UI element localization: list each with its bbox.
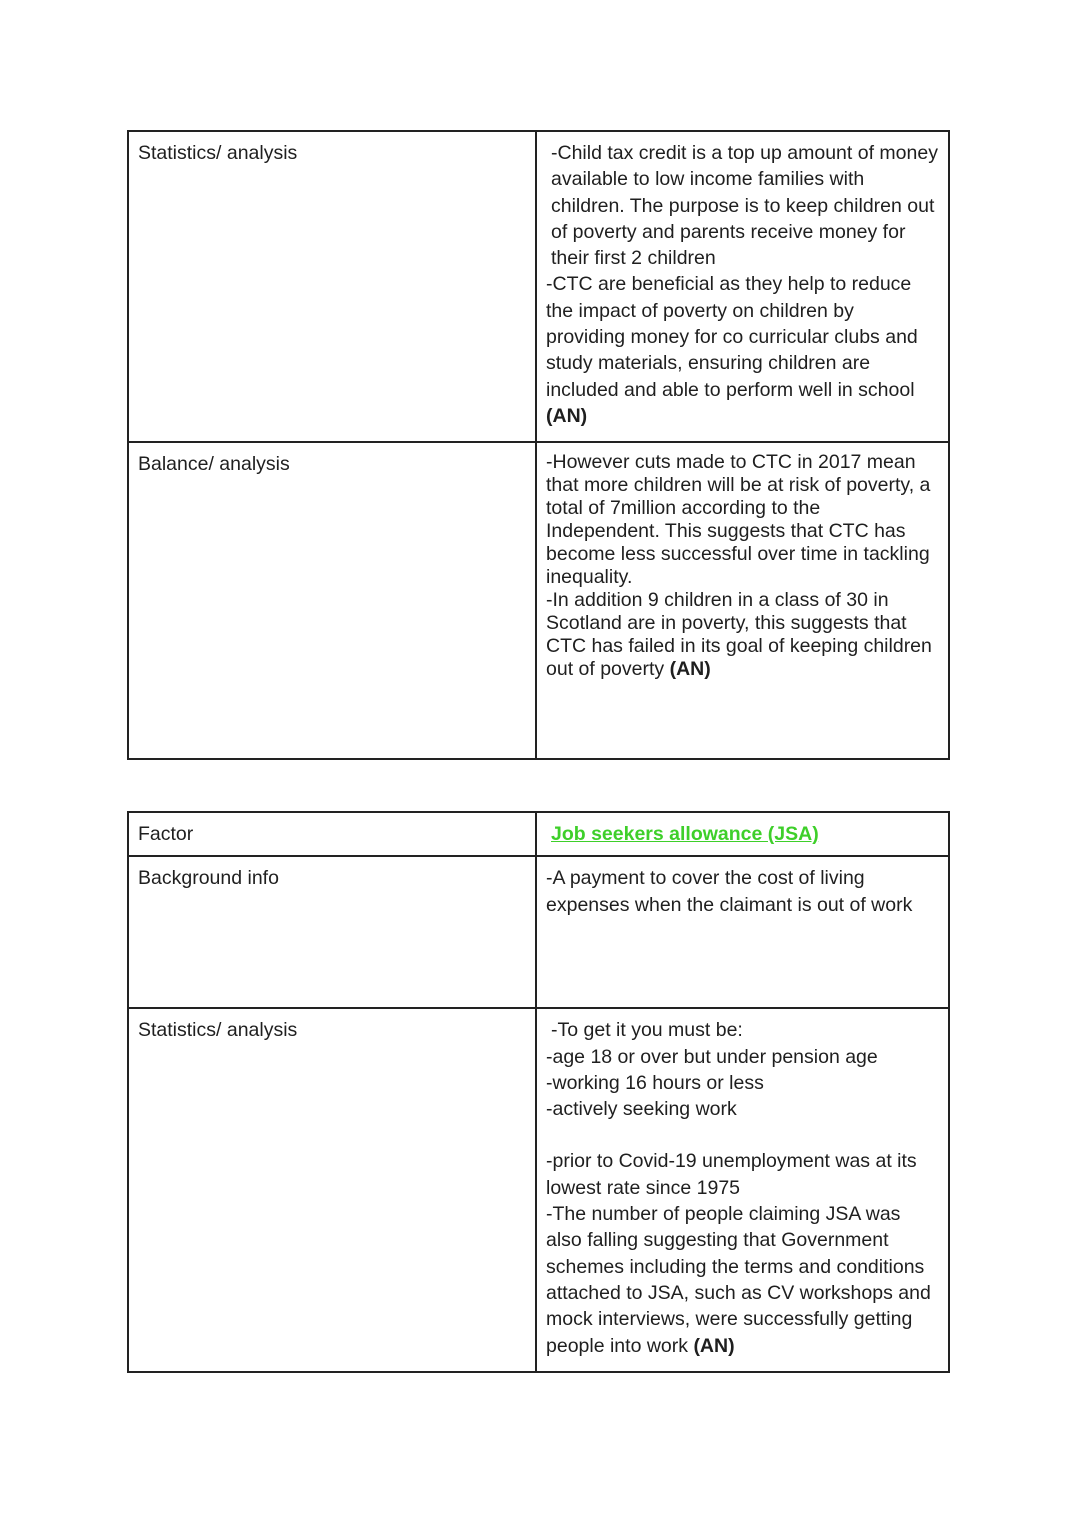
- content-paragraph: [546, 589, 938, 681]
- row-label-text: Statistics/ analysis: [138, 142, 298, 164]
- analysis-tag: (AN): [546, 404, 588, 427]
- row-label-text: Balance/ analysis: [138, 453, 290, 475]
- jsa-factor-table: [127, 811, 950, 1373]
- factor-label: Factor: [138, 823, 194, 845]
- requirement-line: -working 16 hours or less: [546, 1071, 764, 1094]
- table-row: [128, 1008, 949, 1372]
- analysis-tag: (AN): [693, 1334, 735, 1357]
- requirement-line: -age 18 or over but under pension age: [546, 1045, 878, 1068]
- content-paragraph: -Child tax credit is a top up amount of money available to low income families with children. The purpose is to keep children out of poverty and parents receive money for their first 2 children: [551, 142, 938, 270]
- content-text: -The number of people claiming JSA was also falling suggesting that Government schemes including the terms and conditions attached to JSA, such as CV workshops and mock interviews, were successfully getting people into work: [546, 1203, 931, 1357]
- row-content: [536, 812, 949, 856]
- row-content: [536, 131, 949, 442]
- content-paragraph: -prior to Covid-19 unemployment was at its lowest rate since 1975: [546, 1150, 917, 1199]
- row-label: [128, 856, 536, 1008]
- row-content: [536, 856, 949, 1008]
- ctc-analysis-table: [127, 130, 950, 760]
- row-content: [536, 442, 949, 759]
- factor-link[interactable]: Job seekers allowance (JSA): [551, 823, 819, 845]
- stats-label: Statistics/ analysis: [138, 1019, 298, 1042]
- table-row: [128, 442, 949, 759]
- row-label: [128, 442, 536, 759]
- requirement-line: -actively seeking work: [546, 1098, 737, 1121]
- row-label: [128, 1008, 536, 1372]
- requirement-line: -To get it you must be:: [551, 1019, 743, 1042]
- row-label: [128, 131, 536, 442]
- background-text: -A payment to cover the cost of living expenses when the claimant is out of work: [546, 867, 913, 916]
- row-content: [536, 1008, 949, 1372]
- table-row: [128, 131, 949, 442]
- content-text: -In addition 9 children in a class of 30 in Scotland are in poverty, this suggests that CTC has failed in its goal of keeping children out of poverty: [546, 589, 932, 680]
- table-row: [128, 856, 949, 1008]
- background-label: Background info: [138, 867, 279, 890]
- content-paragraph: [546, 1201, 938, 1359]
- row-label: [128, 812, 536, 856]
- table-row: [128, 812, 949, 856]
- paragraph-gap: [546, 1122, 938, 1148]
- content-paragraph: -CTC are beneficial as they help to reduce the impact of poverty on children by providing money for co curricular clubs and study materials, ensuring children are included and able to perform well in school: [546, 273, 918, 401]
- content-paragraph: -However cuts made to CTC in 2017 mean that more children will be at risk of poverty, a total of 7million according to the Independent. This suggests that CTC has become less successful over time in tackling inequality.: [546, 451, 931, 588]
- analysis-tag: (AN): [669, 658, 711, 680]
